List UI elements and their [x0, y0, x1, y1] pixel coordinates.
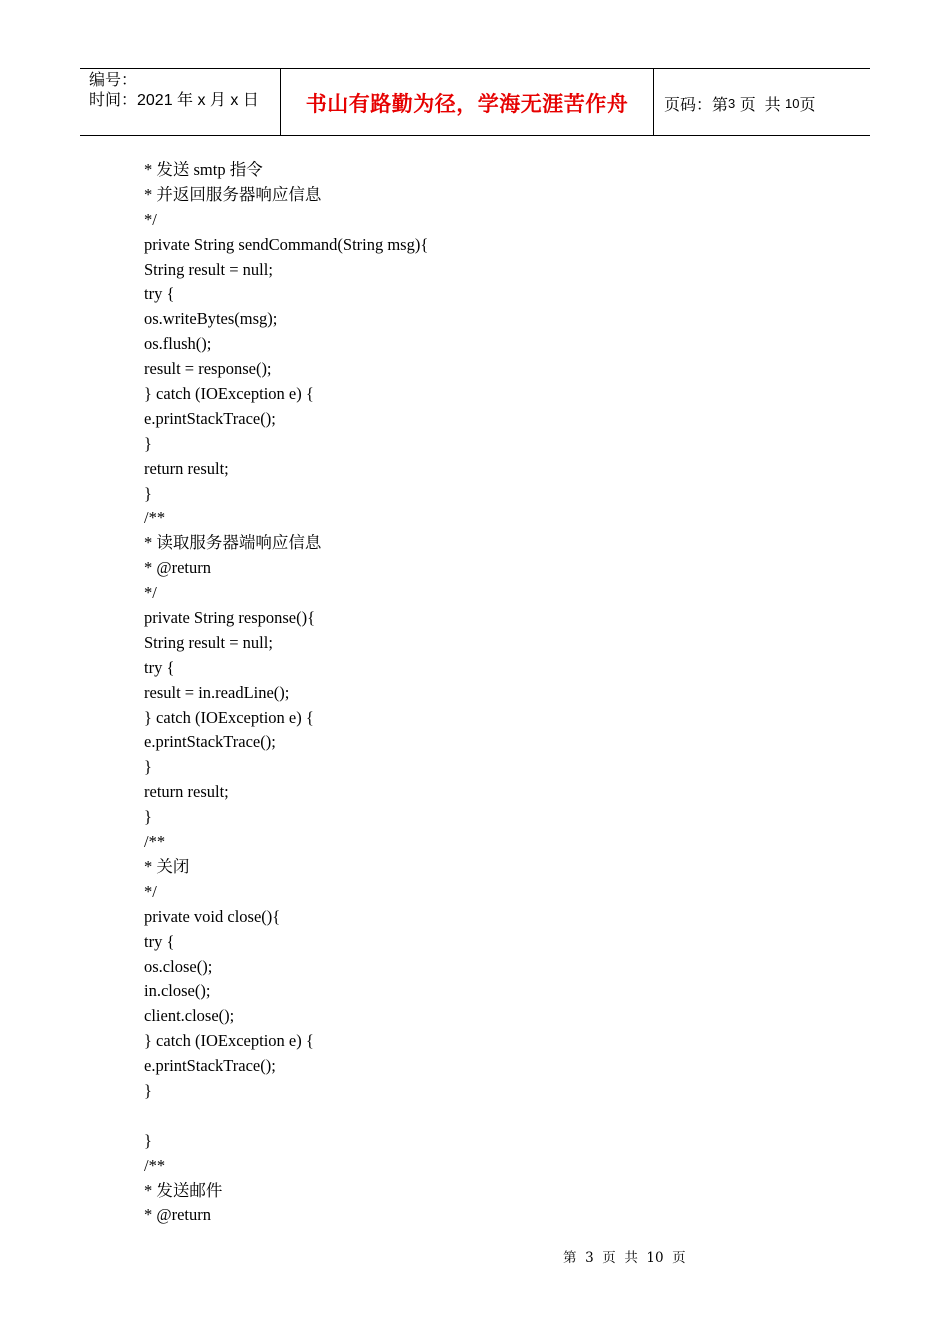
code-line: } — [144, 483, 152, 503]
code-line: } — [144, 807, 152, 827]
page-label: 页码：第 — [664, 96, 729, 114]
code-line: client.close(); — [144, 1006, 235, 1026]
code-line: } — [144, 1130, 152, 1150]
code-line: } catch (IOException e) { — [144, 707, 314, 727]
code-line: e.printStackTrace(); — [144, 408, 276, 428]
code-line: */ — [144, 583, 157, 603]
code-line: /** — [144, 1155, 166, 1175]
code-line: */ — [144, 881, 157, 901]
code-line: os.close(); — [144, 956, 213, 976]
code-line: in.close(); — [144, 981, 211, 1001]
page-end: 页 — [799, 96, 816, 114]
code-line: private String sendCommand(String msg){ — [144, 234, 429, 254]
code-line — [144, 1104, 864, 1129]
code-line: try { — [144, 657, 175, 677]
code-line: result = response(); — [144, 359, 272, 379]
code-line: result = in.readLine(); — [144, 682, 290, 702]
code-line: } — [144, 433, 152, 453]
code-line: e.printStackTrace(); — [144, 732, 276, 752]
code-line: */ — [144, 209, 157, 229]
code-line: * 发送邮件 — [144, 1180, 223, 1200]
page-mid: 页 共 — [735, 96, 786, 114]
code-line: * 发送 smtp 指令 — [144, 160, 263, 179]
code-line: * 关闭 — [144, 856, 190, 876]
code-line: try { — [144, 284, 175, 304]
code-line: String result = null; — [144, 259, 273, 279]
page-header — [80, 68, 870, 136]
code-body — [144, 158, 864, 1228]
code-line: private void close(){ — [144, 906, 281, 926]
number-label: 编号： — [89, 72, 138, 89]
code-line: os.writeBytes(msg); — [144, 309, 278, 329]
code-line: return result; — [144, 458, 229, 478]
code-line: } — [144, 1080, 152, 1100]
code-line: /** — [144, 508, 166, 528]
code-line: } — [144, 757, 152, 777]
motto-text: 书山有路勤为径，学海无涯苦作舟 — [305, 92, 629, 116]
page-total: 10 — [785, 95, 800, 111]
code-line: try { — [144, 931, 175, 951]
code-line: e.printStackTrace(); — [144, 1056, 276, 1076]
header-meta-cell — [80, 69, 281, 135]
header-page-cell — [654, 69, 870, 135]
page-footer: 第 3 页 共 10 页 — [563, 1250, 686, 1266]
code-line: String result = null; — [144, 632, 273, 652]
header-motto-cell — [281, 69, 654, 135]
time-label: 时间：2021 年 x 月 x 日 — [89, 92, 259, 109]
code-line: * 并返回服务器响应信息 — [144, 184, 322, 204]
code-line: /** — [144, 832, 166, 852]
code-line: * @return — [144, 558, 211, 578]
code-line: private String response(){ — [144, 608, 316, 628]
code-line: * 读取服务器端响应信息 — [144, 533, 322, 553]
code-line: * @return — [144, 1205, 211, 1225]
code-line: return result; — [144, 782, 229, 802]
page-current: 3 — [728, 95, 736, 111]
code-line: } catch (IOException e) { — [144, 384, 314, 404]
code-line: os.flush(); — [144, 334, 212, 354]
code-line: } catch (IOException e) { — [144, 1031, 314, 1051]
